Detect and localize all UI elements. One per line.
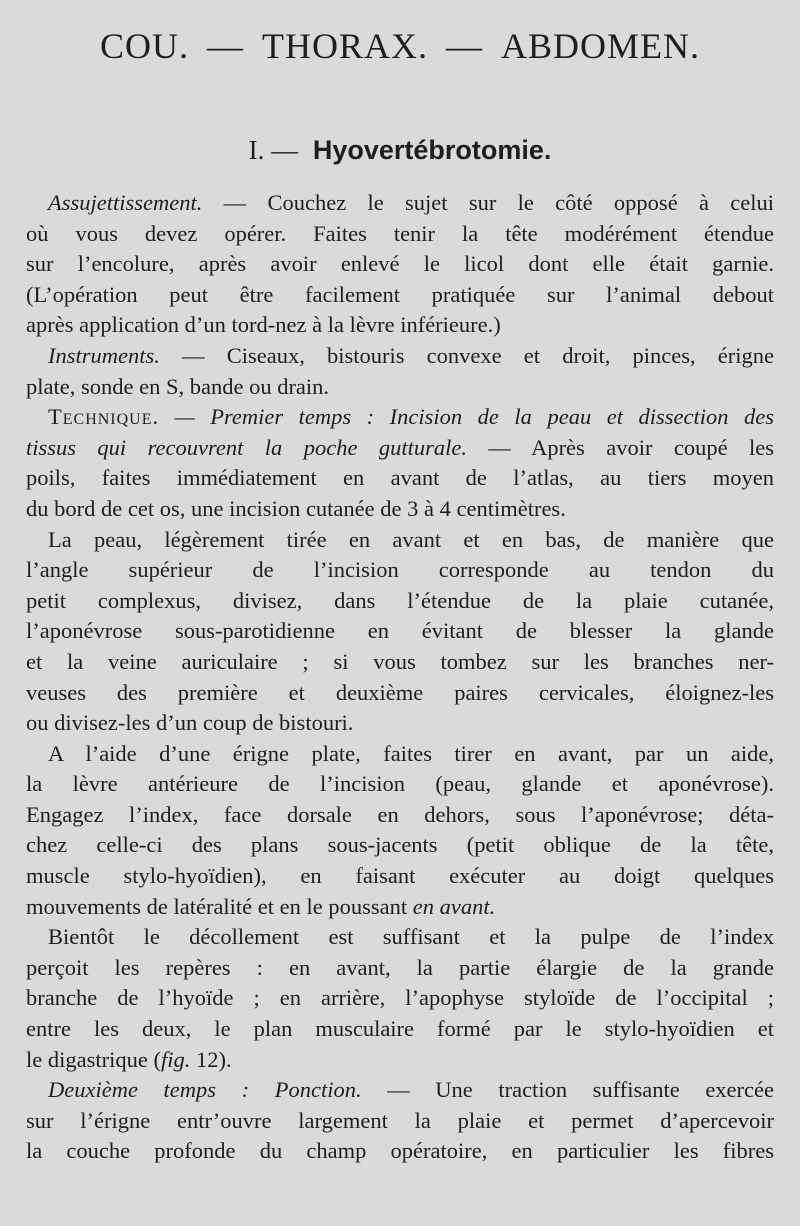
text-line: branche de l’hyoïde ; en arrière, l’apophyse styloïde de l’occipital ; <box>26 985 774 1011</box>
paragraph-technique <box>26 402 774 524</box>
text-line: Bientôt le décollement est suffisant et la pulpe de l’index <box>48 924 774 950</box>
label-assujettissement: Assujettissement. <box>48 190 203 215</box>
text-line: muscle stylo-hyoïdien), en faisant exécuter au doigt quelques <box>26 863 774 889</box>
label-technique: Technique. <box>48 404 160 430</box>
section-heading <box>26 130 774 180</box>
figure-reference: fig. <box>160 1046 191 1072</box>
text-line: chez celle-ci des plans sous-jacents (petit oblique de la tête, <box>26 832 774 858</box>
paragraph-ponction <box>26 1075 774 1167</box>
text-line: Deuxième temps : Ponction. — Une traction suffisante exercée <box>48 1077 774 1103</box>
label-instruments: Instruments. <box>48 342 160 368</box>
text-line: plate, sonde en S, bande ou drain. <box>26 373 330 399</box>
paragraph-instruments <box>26 341 774 402</box>
text-line: et la veine auriculaire ; si vous tombez sur les branches ner- <box>26 648 774 674</box>
running-head-abdomen: ABDOMEN. <box>501 26 701 66</box>
text-line: perçoit les repères : en avant, la partie élargie de la grande <box>26 954 774 980</box>
section-title: Hyovertébrotomie. <box>312 135 552 165</box>
text-line: sur l’encolure, après avoir enlevé le licol dont elle était garnie. <box>26 251 774 277</box>
text-line: A l’aide d’une érigne plate, faites tirer en avant, par un aide, <box>48 740 774 766</box>
text-line: Engagez l’index, face dorsale en dehors, sous l’aponévrose; déta- <box>26 801 774 827</box>
running-head-thorax: THORAX. <box>262 26 428 66</box>
text-line: tissus qui recouvrent la poche gutturale. — Après avoir coupé les <box>26 434 774 460</box>
text-line: la couche profonde du champ opératoire, en particulier les fibres <box>26 1138 774 1164</box>
text-line: entre les deux, le plan musculaire formé par le stylo-hyoïdien et <box>26 1016 774 1042</box>
text-line: du bord de cet os, une incision cutanée de 3 à 4 centimètres. <box>26 495 566 521</box>
text-line: l’aponévrose sous-parotidienne en évitant de blesser la glande <box>26 618 774 644</box>
text-line: petit complexus, divisez, dans l’étendue de la plaie cutanée, <box>26 587 774 613</box>
paragraph-la-peau <box>26 525 774 739</box>
text-line: sur l’érigne entr’ouvre largement la plaie et permet d’apercevoir <box>26 1107 774 1133</box>
running-head-dash-1: — <box>207 26 244 66</box>
running-head-cou: COU. <box>99 26 189 66</box>
section-number: I. — <box>248 135 299 165</box>
text-line: le digastrique (fig. 12). <box>26 1046 232 1072</box>
paragraph-bientot <box>26 922 774 1075</box>
text-line: (L’opération peut être facilement pratiquée sur l’animal debout <box>26 281 774 307</box>
paragraph-erigne <box>26 739 774 923</box>
text-line: Technique. — Premier temps : Incision de la peau et dissection des <box>48 404 774 430</box>
text-line: Assujettissement. — Couchez le sujet sur le côté opposé à celui <box>48 190 774 215</box>
body-text <box>26 188 774 1167</box>
paragraph-assujettissement <box>26 188 774 341</box>
text-line: ou divisez-les d’un coup de bistouri. <box>26 710 354 736</box>
text-line: veuses des première et deuxième paires cervicales, éloignez-les <box>26 679 774 705</box>
text-line: après application d’un tord-nez à la lèvre inférieure.) <box>26 312 501 338</box>
text-line: la lèvre antérieure de l’incision (peau, glande et aponévrose). <box>26 771 774 797</box>
running-head-dash-2: — <box>446 26 483 66</box>
text-line: poils, faites immédiatement en avant de l’atlas, au tiers moyen <box>26 465 774 491</box>
text-line: l’angle supérieur de l’incision corresponde au tendon du <box>26 557 774 583</box>
text-line: La peau, légèrement tirée en avant et en bas, de manière que <box>48 526 774 552</box>
text-line: Instruments. — Ciseaux, bistouris convexe et droit, pinces, érigne <box>48 342 774 368</box>
text-line: où vous devez opérer. Faites tenir la tête modérément étendue <box>26 220 774 246</box>
running-head <box>26 0 774 78</box>
label-deuxieme-temps: Deuxième temps : Ponction. <box>48 1077 362 1103</box>
text-line: mouvements de latéralité et en le poussant en avant. <box>26 893 496 919</box>
